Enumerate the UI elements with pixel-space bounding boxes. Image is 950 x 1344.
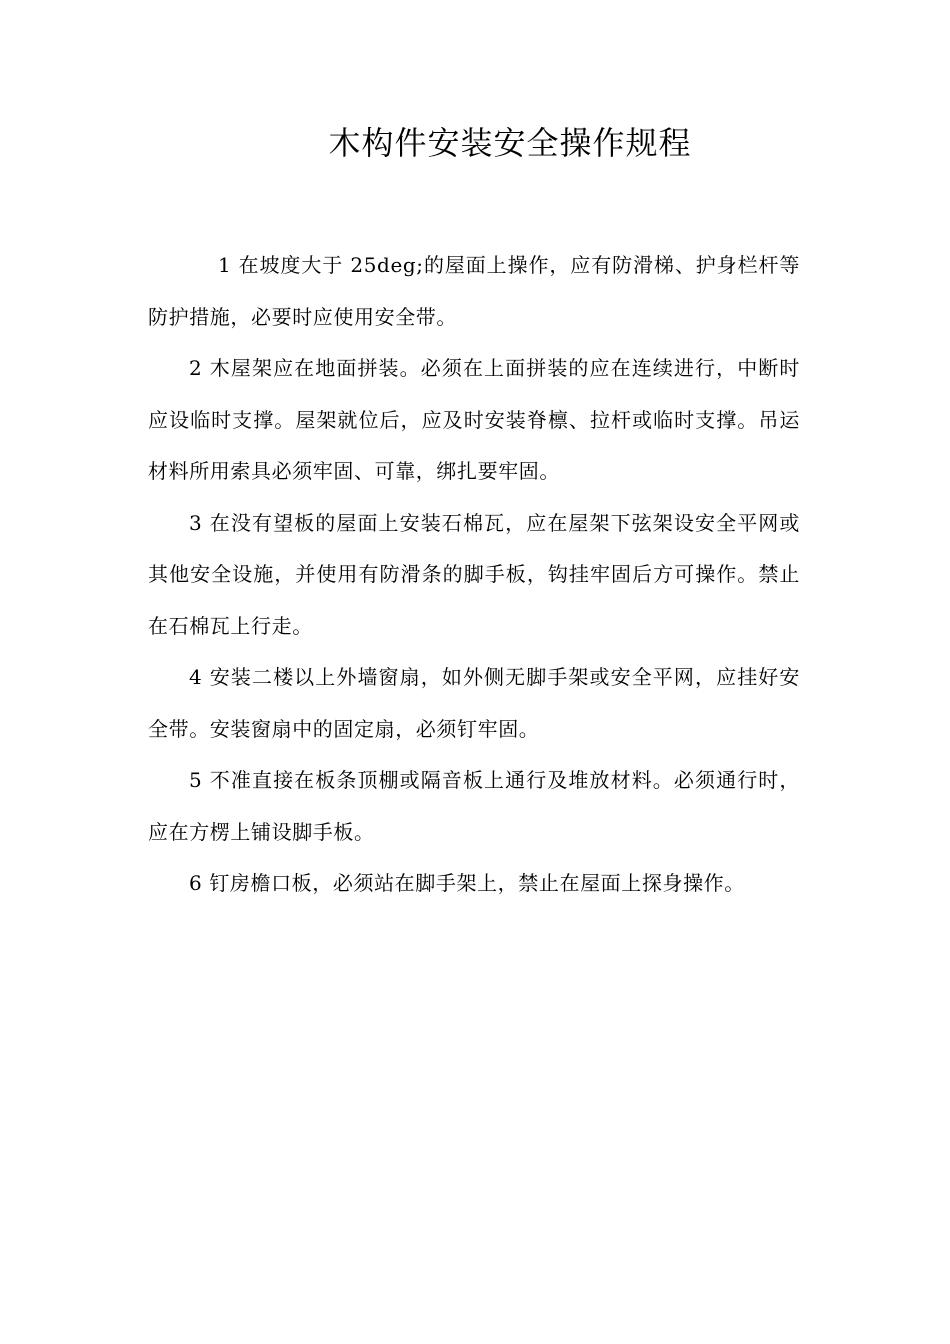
paragraph-1: 1 在坡度大于 25deg;的屋面上操作，应有防滑梯、护身栏杆等防护措施，必要时应使用安全带。 [148, 253, 800, 329]
paragraph-2: 2 木屋架应在地面拼装。必须在上面拼装的应在连续进行，中断时应设临时支撑。屋架就位后，应及时安装脊檩、拉杆或临时支撑。吊运材料所用索具必须牢固、可靠，绑扎要牢固。 [148, 356, 800, 483]
paragraph-5: 5 不准直接在板条顶棚或隔音板上通行及堆放材料。必须通行时，应在方楞上铺设脚手板。 [148, 768, 800, 844]
document-body [148, 240, 800, 910]
paragraph-3: 3 在没有望板的屋面上安装石棉瓦，应在屋架下弦架设安全平网或其他安全设施，并使用有防滑条的脚手板，钩挂牢固后方可操作。禁止在石棉瓦上行走。 [148, 510, 800, 638]
document-title: 木构件安装安全操作规程 [328, 124, 692, 162]
paragraph-4: 4 安装二楼以上外墙窗扇，如外侧无脚手架或安全平网，应挂好安全带。安装窗扇中的固定扇，必须钉牢固。 [148, 665, 800, 741]
paragraph-6: 6 钉房檐口板，必须站在脚手架上，禁止在屋面上探身操作。 [189, 871, 745, 895]
